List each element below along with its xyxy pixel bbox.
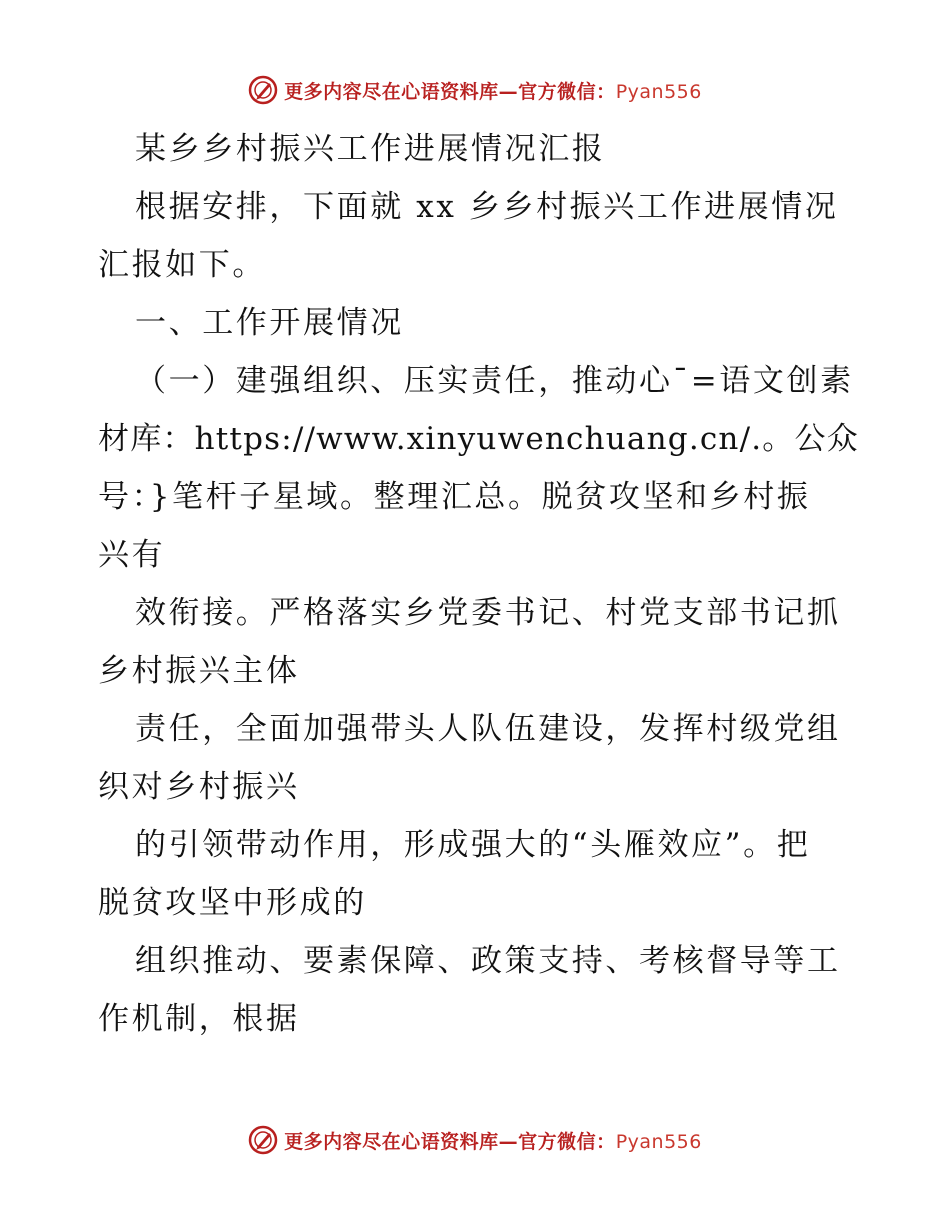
paragraph-line: 材库：https://www.xinyuwenchuang.cn/.。公众 [98, 421, 859, 457]
header-watermark [0, 70, 950, 110]
document-title: 某乡乡村振兴工作进展情况汇报 [135, 131, 606, 167]
paragraph-line: 号：}笔杆子星域。整理汇总。脱贫攻坚和乡村振 [98, 479, 811, 515]
paragraph-line: 兴有 [98, 537, 166, 573]
paragraph-line: 脱贫攻坚中形成的 [98, 885, 367, 921]
document-body [98, 120, 858, 1048]
paragraph-line: 责任，全面加强带头人队伍建设，发挥村级党组 [135, 711, 841, 747]
paragraph-line: 汇报如下。 [98, 247, 266, 283]
section-heading: 一、工作开展情况 [135, 305, 404, 341]
paragraph-line: 效衔接。严格落实乡党委书记、村党支部书记抓 [135, 595, 841, 631]
paragraph-line: 的引领带动作用，形成强大的“头雁效应”。把 [135, 827, 811, 863]
pen-logo-icon [248, 75, 278, 105]
paragraph-line: 作机制，根据 [98, 1001, 300, 1037]
paragraph-line: 组织推动、要素保障、政策支持、考核督导等工 [135, 943, 841, 979]
paragraph-line: 织对乡村振兴 [98, 769, 300, 805]
paragraph-line: 乡村振兴主体 [98, 653, 300, 689]
watermark-text: 更多内容尽在心语资料库—官方微信：Pyan556 [284, 1130, 702, 1153]
pen-logo-icon [248, 1125, 278, 1155]
paragraph-line: 根据安排，下面就 xx 乡乡村振兴工作进展情况 [135, 189, 839, 225]
watermark-text: 更多内容尽在心语资料库—官方微信：Pyan556 [284, 80, 702, 103]
subsection-heading: （一）建强组织、压实责任，推动心¯=语文创素 [135, 363, 854, 399]
footer-watermark [0, 1120, 950, 1160]
